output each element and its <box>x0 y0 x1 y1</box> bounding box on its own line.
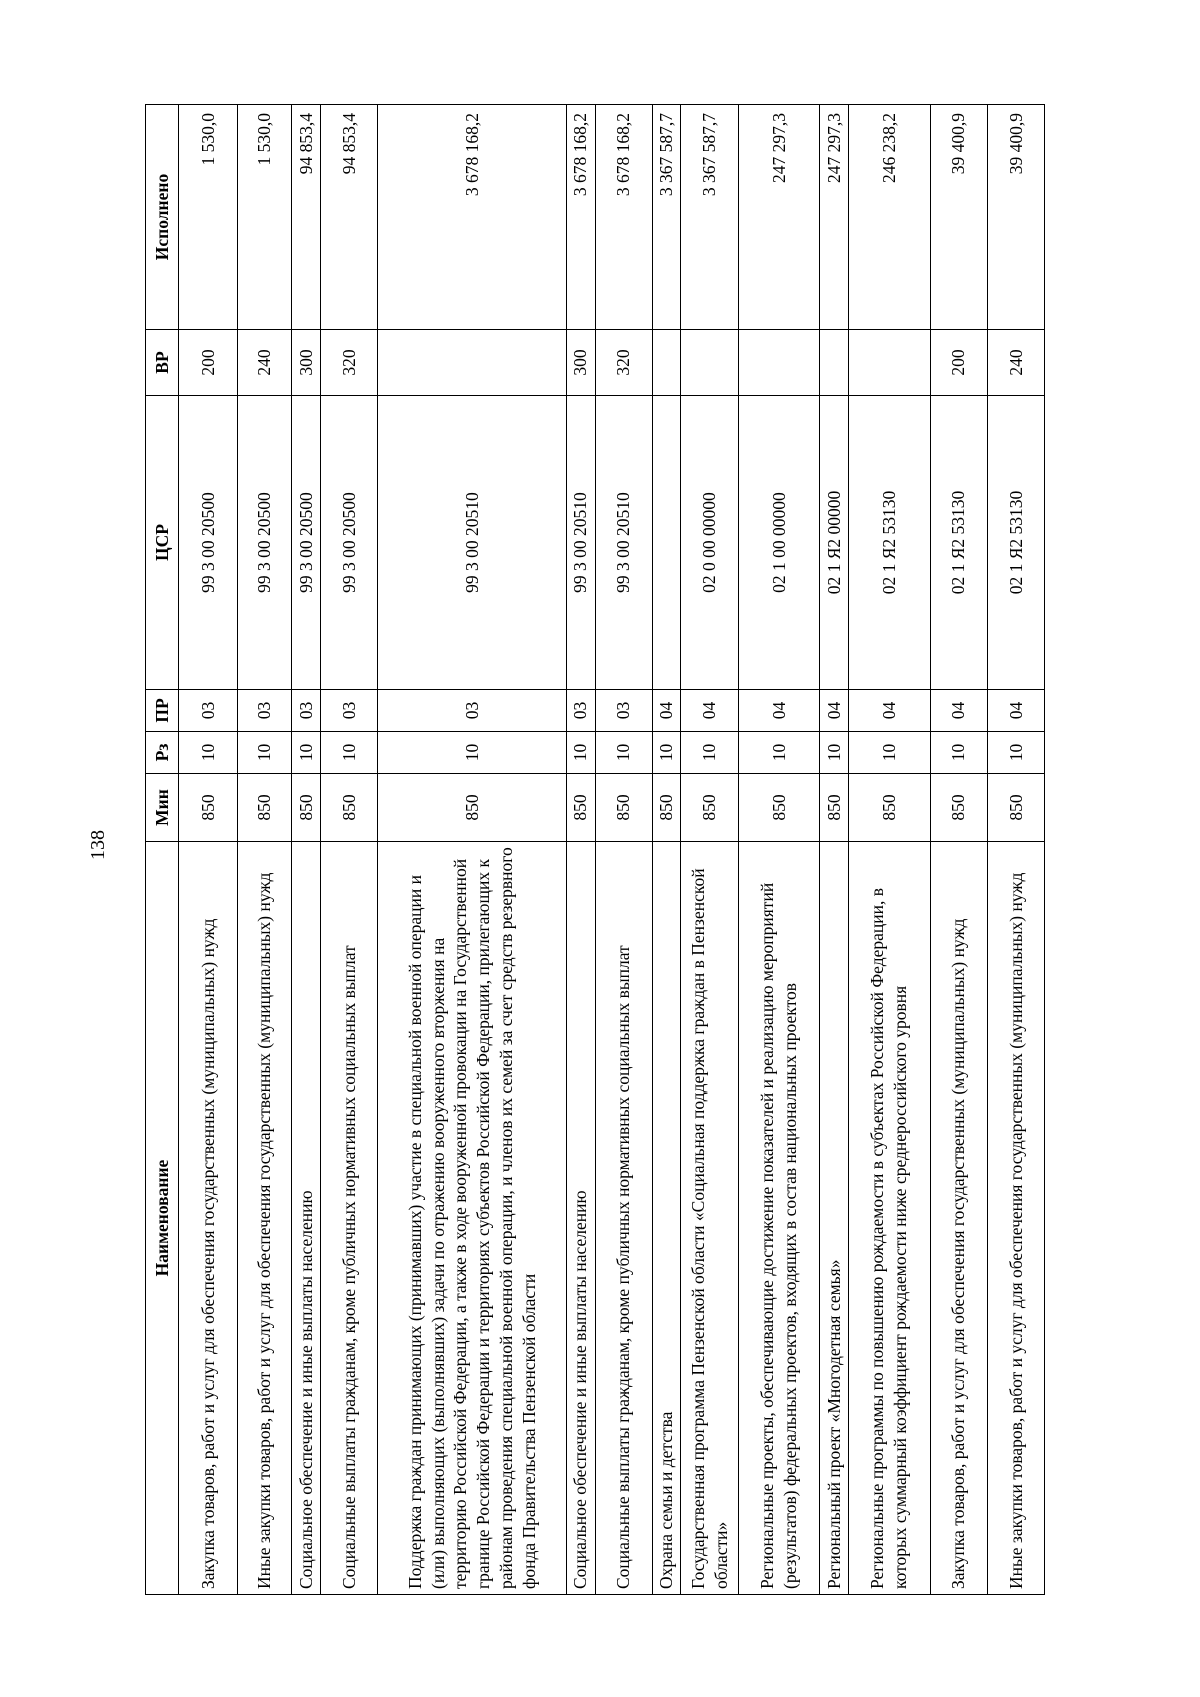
cell-csr <box>652 396 681 690</box>
cell-csr: 02 1 Я2 53130 <box>848 396 930 690</box>
cell-pr: 03 <box>567 690 596 732</box>
table-header-row <box>146 105 179 1595</box>
cell-pr: 04 <box>738 690 820 732</box>
cell-name: Поддержка граждан принимающих (принимавших) участие в специальной военной операции и (или) выполняющих (выполнявших) задачи по отражению вооруженного вторжения на территорию Российской Федерации, а также в ходе вооруженной провокации на Государственной границе Российской Федерации и территориях субъектов Российской Федерации, прилегающих к районам проведения специальной военной операции, и членов их семей за счет средств резервного фонда Правительства Пензенской области <box>378 842 567 1595</box>
cell-csr: 99 3 00 20500 <box>320 396 377 690</box>
cell-rz: 10 <box>595 732 652 774</box>
cell-min: 850 <box>848 774 930 842</box>
table-row <box>987 105 1044 1595</box>
cell-min: 850 <box>378 774 567 842</box>
cell-min: 850 <box>652 774 681 842</box>
cell-min: 850 <box>179 774 238 842</box>
cell-pr: 03 <box>179 690 238 732</box>
cell-csr: 02 1 Я2 53130 <box>930 396 987 690</box>
cell-pr: 04 <box>820 690 849 732</box>
cell-rz: 10 <box>987 732 1044 774</box>
cell-vr: 320 <box>595 330 652 396</box>
cell-rz: 10 <box>238 732 292 774</box>
cell-min: 850 <box>595 774 652 842</box>
rotated-table-container <box>145 105 1045 1595</box>
cell-csr: 99 3 00 20500 <box>292 396 321 690</box>
cell-csr: 99 3 00 20500 <box>238 396 292 690</box>
header-executed: Исполнено <box>146 105 179 330</box>
cell-vr <box>378 330 567 396</box>
cell-pr: 03 <box>378 690 567 732</box>
table-row <box>738 105 820 1595</box>
cell-rz: 10 <box>930 732 987 774</box>
cell-min: 850 <box>738 774 820 842</box>
cell-min: 850 <box>820 774 849 842</box>
cell-csr: 99 3 00 20510 <box>378 396 567 690</box>
cell-executed: 3 678 168,2 <box>567 105 596 330</box>
cell-executed: 94 853,4 <box>320 105 377 330</box>
cell-min: 850 <box>681 774 738 842</box>
cell-vr: 300 <box>567 330 596 396</box>
cell-rz: 10 <box>681 732 738 774</box>
cell-name: Социальное обеспечение и иные выплаты населению <box>567 842 596 1595</box>
cell-rz: 10 <box>848 732 930 774</box>
cell-csr: 02 1 Я2 00000 <box>820 396 849 690</box>
cell-csr: 99 3 00 20510 <box>595 396 652 690</box>
cell-executed: 246 238,2 <box>848 105 930 330</box>
cell-csr: 02 1 Я2 53130 <box>987 396 1044 690</box>
cell-executed: 39 400,9 <box>987 105 1044 330</box>
cell-csr: 99 3 00 20500 <box>179 396 238 690</box>
budget-table <box>145 104 1045 1595</box>
table-row <box>179 105 238 1595</box>
cell-name: Социальные выплаты гражданам, кроме публичных нормативных социальных выплат <box>595 842 652 1595</box>
cell-executed: 3 367 587,7 <box>681 105 738 330</box>
cell-name: Социальное обеспечение и иные выплаты населению <box>292 842 321 1595</box>
cell-name: Иные закупки товаров, работ и услуг для обеспечения государственных (муниципальных) нужд <box>238 842 292 1595</box>
cell-vr: 240 <box>987 330 1044 396</box>
cell-min: 850 <box>238 774 292 842</box>
cell-min: 850 <box>320 774 377 842</box>
cell-rz: 10 <box>179 732 238 774</box>
cell-vr <box>738 330 820 396</box>
cell-pr: 04 <box>681 690 738 732</box>
cell-vr <box>681 330 738 396</box>
cell-executed: 3 367 587,7 <box>652 105 681 330</box>
table-row <box>320 105 377 1595</box>
table-row <box>652 105 681 1595</box>
cell-name: Региональные проекты, обеспечивающие достижение показателей и реализацию мероприятий (результатов) федеральных проектов, входящих в состав национальных проектов <box>738 842 820 1595</box>
table-row <box>848 105 930 1595</box>
cell-pr: 04 <box>848 690 930 732</box>
cell-rz: 10 <box>738 732 820 774</box>
cell-name: Иные закупки товаров, работ и услуг для обеспечения государственных (муниципальных) нужд <box>987 842 1044 1595</box>
table-row <box>292 105 321 1595</box>
cell-pr: 03 <box>238 690 292 732</box>
cell-pr: 03 <box>292 690 321 732</box>
header-min: Мин <box>146 774 179 842</box>
cell-min: 850 <box>987 774 1044 842</box>
header-pr: ПР <box>146 690 179 732</box>
cell-pr: 04 <box>987 690 1044 732</box>
cell-executed: 3 678 168,2 <box>378 105 567 330</box>
cell-executed: 3 678 168,2 <box>595 105 652 330</box>
cell-vr: 200 <box>179 330 238 396</box>
cell-rz: 10 <box>292 732 321 774</box>
header-name: Наименование <box>146 842 179 1595</box>
table-row <box>595 105 652 1595</box>
cell-name: Социальные выплаты гражданам, кроме публичных нормативных социальных выплат <box>320 842 377 1595</box>
cell-executed: 247 297,3 <box>738 105 820 330</box>
cell-min: 850 <box>930 774 987 842</box>
table-row <box>238 105 292 1595</box>
cell-vr <box>848 330 930 396</box>
table-row <box>378 105 567 1595</box>
cell-name: Государственная программа Пензенской области «Социальная поддержка граждан в Пензенской области» <box>681 842 738 1595</box>
cell-pr: 04 <box>652 690 681 732</box>
cell-csr: 02 1 00 00000 <box>738 396 820 690</box>
cell-executed: 1 530,0 <box>179 105 238 330</box>
table-row <box>567 105 596 1595</box>
cell-rz: 10 <box>320 732 377 774</box>
cell-rz: 10 <box>567 732 596 774</box>
cell-name: Региональные программы по повышению рождаемости в субъектах Российской Федерации, в которых суммарный коэффициент рождаемости ниже среднероссийского уровня <box>848 842 930 1595</box>
cell-executed: 247 297,3 <box>820 105 849 330</box>
cell-vr: 200 <box>930 330 987 396</box>
cell-min: 850 <box>567 774 596 842</box>
header-rz: Рз <box>146 732 179 774</box>
cell-vr: 300 <box>292 330 321 396</box>
table-row <box>930 105 987 1595</box>
header-vr: ВР <box>146 330 179 396</box>
table-row <box>681 105 738 1595</box>
cell-vr <box>652 330 681 396</box>
cell-rz: 10 <box>820 732 849 774</box>
cell-vr: 320 <box>320 330 377 396</box>
cell-pr: 03 <box>595 690 652 732</box>
cell-executed: 39 400,9 <box>930 105 987 330</box>
cell-vr: 240 <box>238 330 292 396</box>
page-number: 138 <box>87 830 109 860</box>
cell-rz: 10 <box>378 732 567 774</box>
cell-rz: 10 <box>652 732 681 774</box>
cell-name: Охрана семьи и детства <box>652 842 681 1595</box>
cell-csr: 99 3 00 20510 <box>567 396 596 690</box>
cell-min: 850 <box>292 774 321 842</box>
cell-name: Закупка товаров, работ и услуг для обеспечения государственных (муниципальных) нужд <box>179 842 238 1595</box>
cell-executed: 1 530,0 <box>238 105 292 330</box>
cell-name: Региональный проект «Многодетная семья» <box>820 842 849 1595</box>
cell-executed: 94 853,4 <box>292 105 321 330</box>
cell-csr: 02 0 00 00000 <box>681 396 738 690</box>
table-row <box>820 105 849 1595</box>
cell-pr: 03 <box>320 690 377 732</box>
cell-pr: 04 <box>930 690 987 732</box>
cell-name: Закупка товаров, работ и услуг для обеспечения государственных (муниципальных) нужд <box>930 842 987 1595</box>
cell-vr <box>820 330 849 396</box>
header-csr: ЦСР <box>146 396 179 690</box>
